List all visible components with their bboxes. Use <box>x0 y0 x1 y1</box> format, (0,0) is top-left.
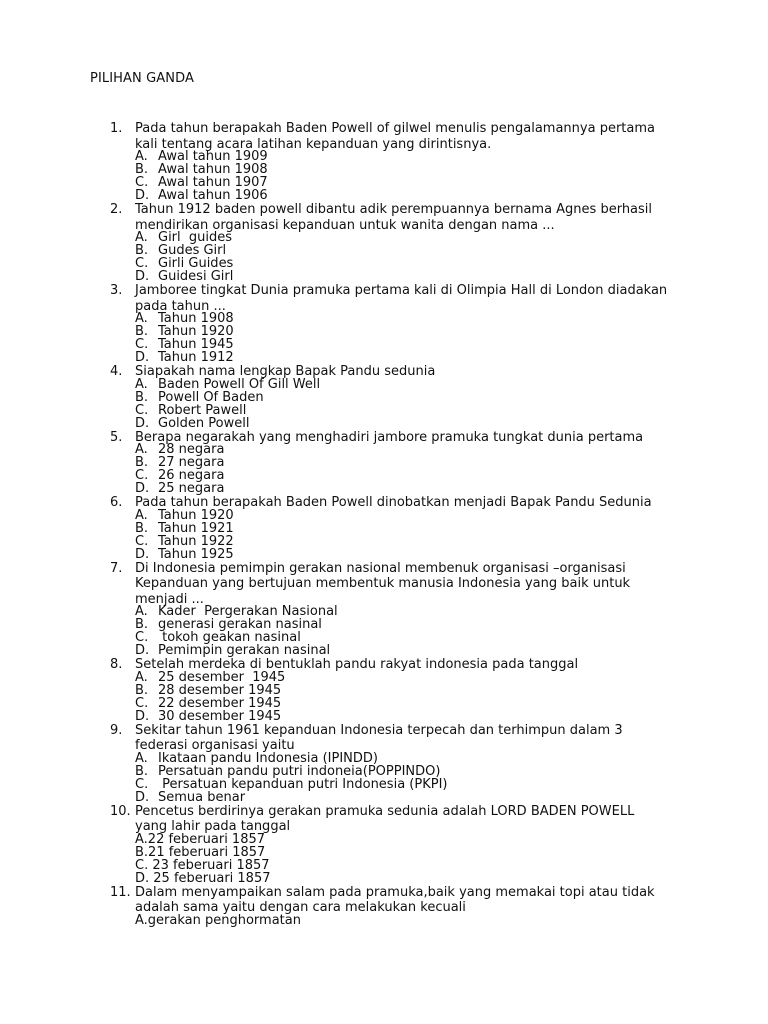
question-item <box>110 885 670 927</box>
option-letter: D. <box>135 789 150 805</box>
question-text: Jamboree tingkat Dunia pramuka pertama kali di Olimpia Hall di London diadakan pada tahun ... <box>135 283 668 314</box>
option-text: Tahun 1945 <box>158 337 234 352</box>
option-letter: A. <box>135 376 148 392</box>
option-letter: C. <box>135 402 149 418</box>
option-text: Persatuan pandu putri indoneia(POPPINDO) <box>158 763 441 779</box>
option-text: D. 25 feberuari 1857 <box>135 870 271 886</box>
question-item <box>110 561 670 658</box>
option-text: 28 negara <box>158 442 225 457</box>
option-letter: C. <box>135 695 149 711</box>
option-text: Semua benar <box>158 789 246 805</box>
answer-options <box>135 605 670 657</box>
question-text: Pada tahun berapakah Baden Powell of gilwel menulis pengalamannya pertama kali tentang acara latihan kepanduan yang dirintisnya. <box>135 121 655 152</box>
question-text: Sekitar tahun 1961 kepanduan Indonesia terpecah dan terhimpun dalam 3 federasi organisasi yaitu <box>135 722 623 753</box>
question-number: 1. <box>110 121 123 136</box>
answer-option <box>135 548 670 561</box>
answer-option <box>135 270 670 283</box>
answer-option <box>135 644 670 657</box>
option-letter: A. <box>135 149 148 164</box>
option-text: tokoh geakan nasinal <box>158 630 301 645</box>
option-letter: B. <box>135 162 149 177</box>
option-letter: B. <box>135 389 149 405</box>
question-item <box>110 495 670 561</box>
option-letter: B. <box>135 763 149 779</box>
option-letter: B. <box>135 243 149 258</box>
answer-option <box>135 872 670 885</box>
option-text: 25 negara <box>158 481 225 496</box>
answer-option <box>135 482 670 495</box>
option-text: A.gerakan penghormatan <box>135 912 301 928</box>
option-letter: A. <box>135 507 148 523</box>
option-letter: A. <box>135 230 148 245</box>
option-text: Awal tahun 1906 <box>158 188 268 203</box>
option-text: A.22 feberuari 1857 <box>135 831 266 847</box>
answer-option <box>135 710 670 723</box>
option-text: Tahun 1920 <box>158 507 234 523</box>
option-text: Persatuan kepanduan putri Indonesia (PKPI) <box>158 776 448 792</box>
question-text: Setelah merdeka di bentuklah pandu rakyat indonesia pada tanggal <box>135 657 579 672</box>
option-letter: D. <box>135 188 150 203</box>
option-letter: C. <box>135 175 149 190</box>
answer-options <box>135 443 670 495</box>
question-item <box>110 202 670 283</box>
question-number: 2. <box>110 202 123 217</box>
option-letter: B. <box>135 682 149 698</box>
option-letter: C. <box>135 533 149 549</box>
answer-option <box>135 351 670 364</box>
option-letter: D. <box>135 481 150 496</box>
option-text: Powell Of Baden <box>158 389 264 405</box>
option-letter: A. <box>135 311 148 326</box>
question-text: Dalam menyampaikan salam pada pramuka,baik yang memakai topi atau tidak adalah sama yaitu dengan cara melakukan kecuali <box>135 884 655 915</box>
answer-options <box>135 312 670 364</box>
option-text: C. 23 feberuari 1857 <box>135 857 270 873</box>
option-text: 27 negara <box>158 455 225 470</box>
option-text: 25 desember 1945 <box>158 669 286 685</box>
option-letter: C. <box>135 337 149 352</box>
question-number: 9. <box>110 722 123 738</box>
question-item <box>110 657 670 723</box>
question-number: 6. <box>110 495 123 510</box>
option-letter: A. <box>135 750 148 766</box>
answer-options <box>135 231 670 283</box>
option-letter: B. <box>135 455 149 470</box>
option-letter: D. <box>135 708 150 724</box>
option-text: 30 desember 1945 <box>158 708 282 724</box>
option-letter: A. <box>135 669 148 685</box>
question-item <box>110 804 670 885</box>
question-text: Tahun 1912 baden powell dibantu adik perempuannya bernama Agnes berhasil mendirikan organisasi kepanduan untuk wanita dengan nama ... <box>135 202 653 233</box>
question-item <box>110 364 670 430</box>
option-text: Guidesi Girl <box>158 269 234 284</box>
option-text: Golden Powell <box>158 415 250 431</box>
option-text: Awal tahun 1907 <box>158 175 268 190</box>
question-text: Di Indonesia pemimpin gerakan nasional membenuk organisasi –organisasi Kepanduan yang bertujuan membentuk manusia Indonesia yang baik untuk menjadi ... <box>135 560 631 607</box>
option-letter: A. <box>135 442 148 457</box>
option-letter: C. <box>135 468 149 483</box>
option-text: 26 negara <box>158 468 225 483</box>
option-text: Awal tahun 1909 <box>158 149 268 164</box>
answer-options <box>135 671 670 723</box>
option-letter: D. <box>135 643 150 658</box>
answer-options <box>135 509 670 561</box>
answer-options <box>135 150 670 202</box>
option-text: Tahun 1912 <box>158 350 234 365</box>
option-text: Tahun 1920 <box>158 324 234 339</box>
option-text: Kader Pergerakan Nasional <box>158 604 338 619</box>
option-text: generasi gerakan nasinal <box>158 617 322 632</box>
answer-option <box>135 417 670 430</box>
option-text: Awal tahun 1908 <box>158 162 268 177</box>
option-text: Tahun 1922 <box>158 533 234 549</box>
answer-options <box>135 752 670 804</box>
option-text: 22 desember 1945 <box>158 695 282 711</box>
question-text: Pencetus berdirinya gerakan pramuka sedunia adalah LORD BADEN POWELL yang lahir pada tanggal <box>135 803 635 834</box>
option-text: Girl guides <box>158 230 233 245</box>
answer-option <box>135 189 670 202</box>
question-item <box>110 121 670 202</box>
option-text: Ikataan pandu Indonesia (IPINDD) <box>158 750 378 766</box>
option-letter: C. <box>135 256 149 271</box>
question-number: 4. <box>110 364 123 379</box>
answer-options <box>135 914 670 927</box>
option-text: Tahun 1908 <box>158 311 234 326</box>
question-number: 8. <box>110 657 123 672</box>
question-item <box>110 723 670 804</box>
option-letter: B. <box>135 617 149 632</box>
option-letter: B. <box>135 520 149 536</box>
document-title: PILIHAN GANDA <box>90 71 194 86</box>
question-text: Pada tahun berapakah Baden Powell dinobatkan menjadi Bapak Pandu Sedunia <box>135 495 652 510</box>
answer-option <box>135 914 670 927</box>
option-letter: C. <box>135 630 149 645</box>
question-number: 10. <box>110 803 131 819</box>
option-text: Girli Guides <box>158 256 234 271</box>
question-text: Siapakah nama lengkap Bapak Pandu sedunia <box>135 364 436 379</box>
option-text: Pemimpin gerakan nasinal <box>158 643 331 658</box>
answer-options <box>135 378 670 430</box>
answer-options <box>135 833 670 885</box>
option-text: Tahun 1921 <box>158 520 234 536</box>
question-list <box>110 121 670 927</box>
question-number: 11. <box>110 884 131 900</box>
question-number: 5. <box>110 429 123 445</box>
question-item <box>110 283 670 364</box>
option-text: Tahun 1925 <box>158 546 234 562</box>
option-letter: B. <box>135 324 149 339</box>
question-text: Berapa negarakah yang menghadiri jambore pramuka tungkat dunia pertama <box>135 429 644 445</box>
option-letter: D. <box>135 350 150 365</box>
option-letter: C. <box>135 776 149 792</box>
option-letter: D. <box>135 269 150 284</box>
option-letter: A. <box>135 604 148 619</box>
option-letter: D. <box>135 546 150 562</box>
option-text: Gudes Girl <box>158 243 227 258</box>
option-letter: D. <box>135 415 150 431</box>
question-number: 3. <box>110 283 123 298</box>
question-number: 7. <box>110 560 123 576</box>
question-item <box>110 430 670 496</box>
option-text: B.21 feberuari 1857 <box>135 844 266 860</box>
answer-option <box>135 791 670 804</box>
option-text: Robert Pawell <box>158 402 247 418</box>
option-text: Baden Powell Of Gill Well <box>158 376 321 392</box>
option-text: 28 desember 1945 <box>158 682 282 698</box>
